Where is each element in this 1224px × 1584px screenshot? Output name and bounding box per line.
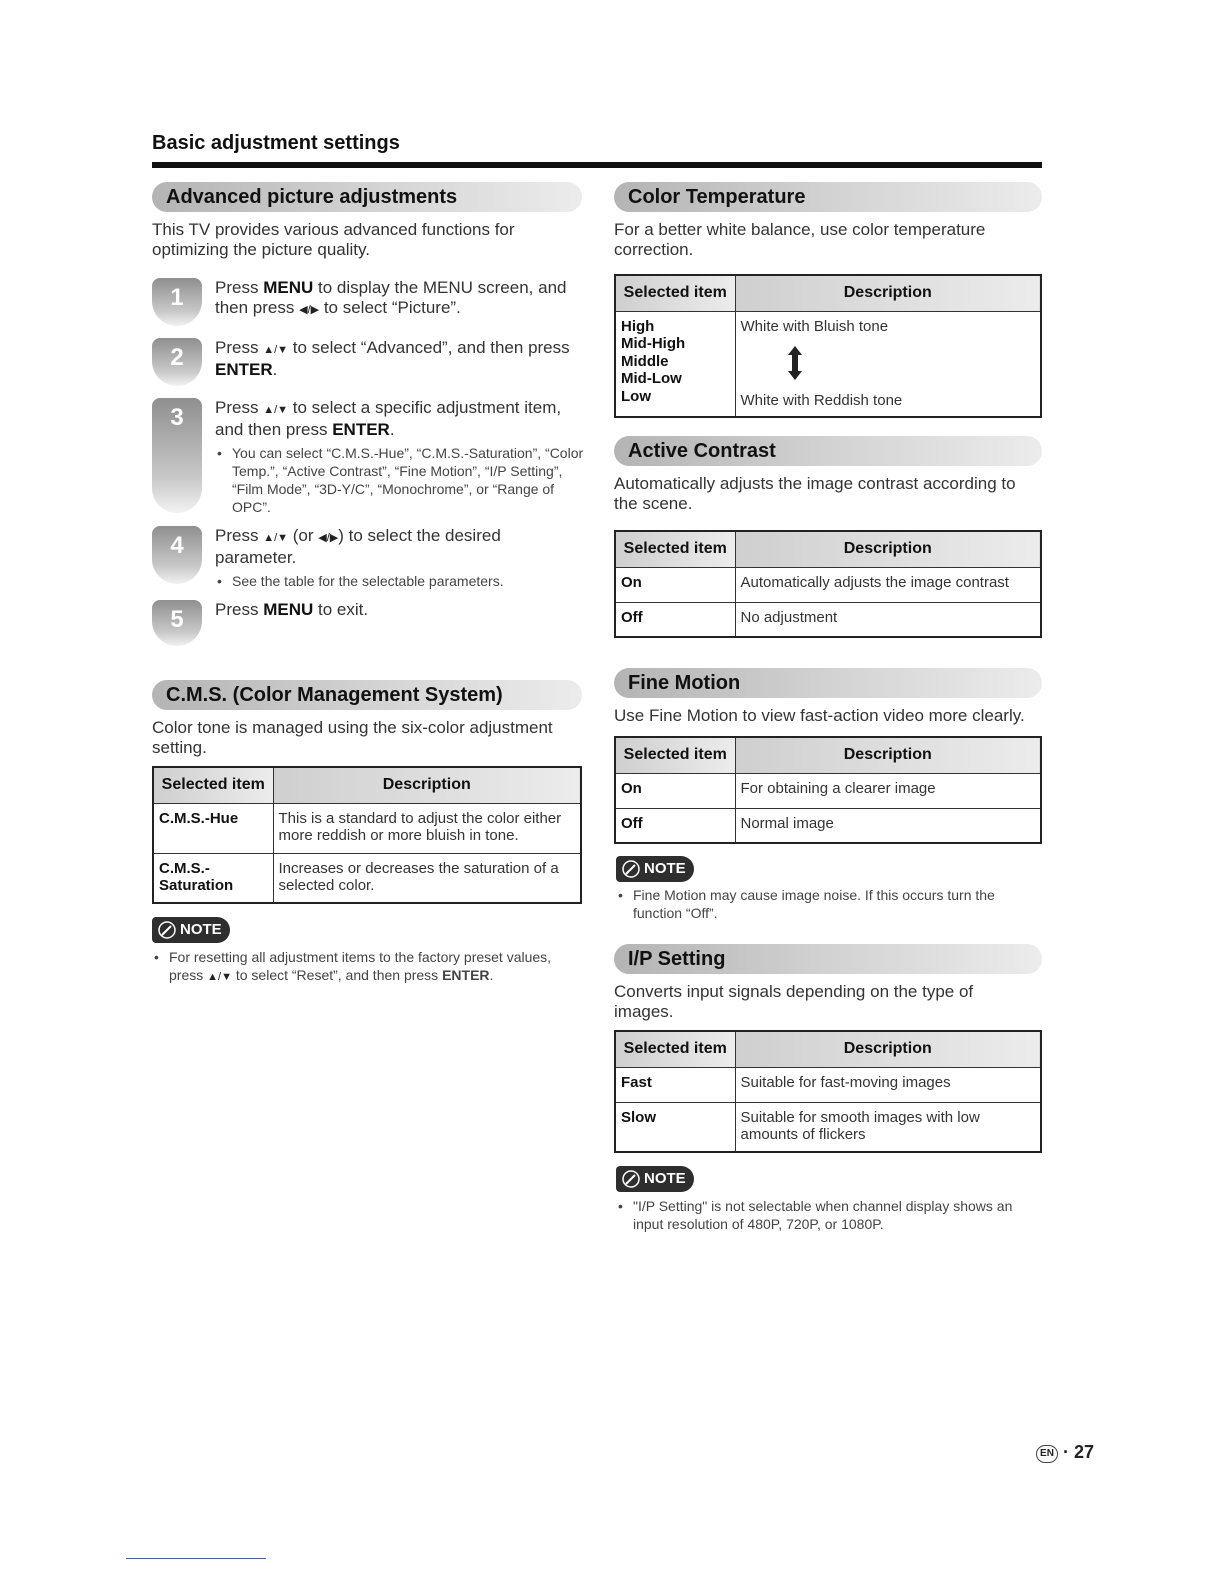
pencil-icon	[622, 860, 640, 878]
note-badge	[616, 856, 694, 882]
step-number-badge: 3	[152, 398, 202, 513]
ct-item-low: Low	[621, 387, 651, 405]
footer-separator: ·	[1063, 1442, 1070, 1462]
table-row	[153, 803, 581, 853]
cell-item: C.M.S.- Saturation	[153, 853, 273, 903]
ip-setting-table	[614, 1030, 1042, 1153]
col-header-item: Selected item	[615, 737, 735, 773]
cell-desc: Automatically adjusts the image contrast	[735, 567, 1041, 602]
cell-desc: For obtaining a clearer image	[735, 773, 1041, 808]
ct-item-mid-low: Mid-Low	[621, 370, 682, 387]
col-header-item: Selected item	[615, 1031, 735, 1067]
table-row	[615, 1102, 1041, 1152]
col-header-description: Description	[735, 1031, 1041, 1067]
ct-item-high: High	[621, 317, 655, 335]
cms-table	[152, 766, 582, 904]
step-2	[152, 338, 582, 388]
cell-item: Slow	[615, 1102, 735, 1152]
cell-item: Fast	[615, 1067, 735, 1102]
step-text: Press MENU to exit.	[215, 600, 369, 619]
step-text: Press ▲/▼ to select a specific adjustment item, and then press ENTER.	[215, 398, 562, 439]
col-header-description: Description	[735, 531, 1041, 567]
fine-motion-note: • Fine Motion may cause image noise. If this occurs turn the function “Off”.	[616, 886, 1042, 922]
table-row	[615, 311, 1041, 417]
cell-item: C.M.S.-Hue	[153, 803, 273, 853]
step-number-badge: 5	[152, 600, 202, 646]
page-header: Basic adjustment settings	[152, 132, 400, 154]
table-row	[615, 773, 1041, 808]
color-temp-table	[614, 274, 1042, 418]
note-label: NOTE	[180, 921, 222, 938]
active-contrast-intro: Automatically adjusts the image contrast according to the scene.	[614, 474, 1016, 513]
step-5	[152, 600, 582, 648]
page-number: 27	[1074, 1442, 1095, 1462]
cell-desc: Suitable for fast-moving images	[735, 1067, 1041, 1102]
col-header-description: Description	[735, 737, 1041, 773]
ip-setting-section-title: I/P Setting	[614, 944, 1042, 974]
cms-section-title: C.M.S. (Color Management System)	[152, 680, 582, 710]
ct-desc-top: White with Bluish tone	[740, 317, 889, 335]
cell-item: On	[615, 567, 735, 602]
pencil-icon	[622, 1170, 640, 1188]
col-header-item: Selected item	[153, 767, 273, 803]
step-text: Press ▲/▼ (or ◀/▶) to select the desired parameter.	[215, 526, 501, 567]
ip-setting-note: • "I/P Setting" is not selectable when channel display shows an input resolution of 480P, 720P, or 1080P.	[616, 1197, 1042, 1233]
step-text: Press ▲/▼ to select “Advanced”, and then press ENTER.	[215, 338, 570, 379]
color-temp-section-title: Color Temperature	[614, 182, 1042, 212]
cms-note: • For resetting all adjustment items to the factory preset values, press ▲/▼ to select “Reset”, and then press ENTER.	[152, 948, 572, 986]
active-contrast-section-title: Active Contrast	[614, 436, 1042, 466]
cell-item: Off	[615, 808, 735, 843]
cell-desc: No adjustment	[735, 602, 1041, 637]
note-label: NOTE	[644, 1170, 686, 1187]
double-arrow-icon	[788, 346, 802, 380]
step-number-badge: 2	[152, 338, 202, 386]
table-row	[615, 808, 1041, 843]
ct-item-middle: Middle	[621, 352, 669, 370]
col-header-item: Selected item	[615, 531, 735, 567]
page-footer	[1036, 1442, 1094, 1463]
cell-desc: Normal image	[735, 808, 1041, 843]
language-badge: EN	[1036, 1445, 1058, 1463]
step-number-badge: 1	[152, 278, 202, 326]
cell-desc: Suitable for smooth images with low amounts of flickers	[735, 1102, 1041, 1152]
note-badge	[152, 917, 230, 943]
step-bullet: • See the table for the selectable parameters.	[215, 572, 585, 590]
ct-desc-bottom: White with Reddish tone	[740, 391, 903, 409]
step-1	[152, 278, 582, 328]
ip-setting-intro: Converts input signals depending on the type of images.	[614, 982, 974, 1021]
cell-desc: Increases or decreases the saturation of a selected color.	[273, 853, 581, 903]
fine-motion-table	[614, 736, 1042, 844]
pencil-icon	[158, 921, 176, 939]
step-3	[152, 398, 582, 516]
cell-desc: This is a standard to adjust the color either more reddish or more bluish in tone.	[273, 803, 581, 853]
bottom-rule	[126, 1558, 266, 1559]
header-rule	[152, 162, 1042, 168]
table-row	[615, 1067, 1041, 1102]
active-contrast-table	[614, 530, 1042, 638]
advanced-intro: This TV provides various advanced functions for optimizing the picture quality.	[152, 220, 515, 259]
step-bullet: • You can select “C.M.S.-Hue”, “C.M.S.-Saturation”, “Color Temp.”, “Active Contrast”, “Fine Motion”, “I/P Setting”, “Film Mode”, “3D-Y/C”, “Monochrome”, or “Range of OPC”.	[215, 444, 585, 516]
ct-item-mid-high: Mid-High	[621, 335, 686, 352]
step-4	[152, 526, 582, 589]
col-header-description: Description	[273, 767, 581, 803]
col-header-item: Selected item	[615, 275, 735, 311]
note-label: NOTE	[644, 860, 686, 877]
col-header-description: Description	[735, 275, 1041, 311]
table-row	[615, 602, 1041, 637]
color-temp-intro: For a better white balance, use color temperature correction.	[614, 220, 986, 259]
fine-motion-intro: Use Fine Motion to view fast-action video more clearly.	[614, 706, 1025, 725]
cell-item: Off	[615, 602, 735, 637]
note-badge	[616, 1166, 694, 1192]
table-row	[153, 853, 581, 903]
cell-item: On	[615, 773, 735, 808]
cms-intro: Color tone is managed using the six-color adjustment setting.	[152, 718, 553, 757]
fine-motion-section-title: Fine Motion	[614, 668, 1042, 698]
table-row	[615, 567, 1041, 602]
step-text: Press MENU to display the MENU screen, and then press ◀/▶ to select “Picture”.	[215, 278, 567, 317]
advanced-section-title: Advanced picture adjustments	[152, 182, 582, 212]
step-number-badge: 4	[152, 526, 202, 584]
